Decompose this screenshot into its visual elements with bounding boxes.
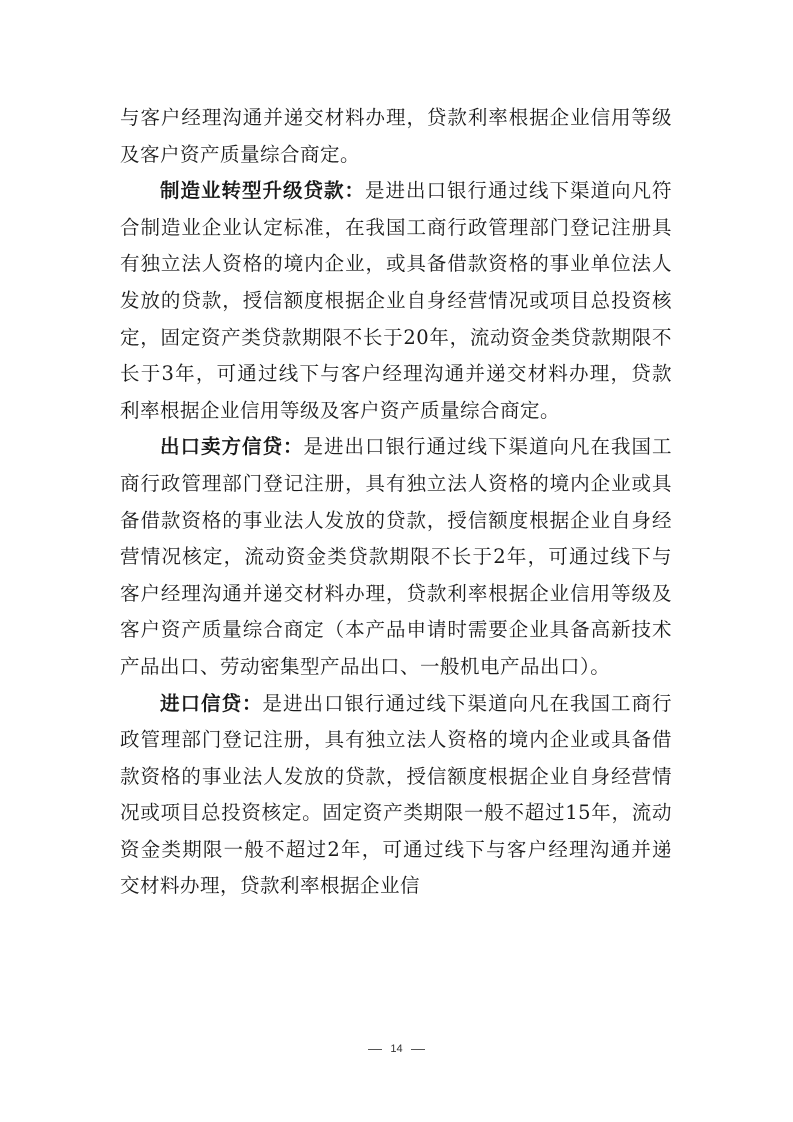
paragraph-manufacturing-loan <box>120 173 672 429</box>
paragraph-text: 与客户经理沟通并递交材料办理，贷款利率根据企业信用等级及客户资产质量综合商定。 <box>120 106 672 166</box>
page-footer <box>0 1043 793 1055</box>
term-manufacturing-loan: 制造业转型升级贷款： <box>160 179 365 203</box>
page-number: 14 <box>390 1043 403 1055</box>
footer-dash-right <box>411 1049 425 1050</box>
paragraph-export-seller-credit <box>120 429 672 685</box>
paragraph-text: 是进出口银行通过线下渠道向凡符合制造业企业认定标准，在我国工商行政管理部门登记注册具有独立法人资格的境内企业，或具备借款资格的事业单位法人发放的贷款，授信额度根据企业自身经营情况或项目总投资核定，固定资产类贷款期限不长于20年，流动资金类贷款期限不长于3年，可通过线下与客户经理沟通并递交材料办理，贷款利率根据企业信用等级及客户资产质量综合商定。 <box>120 179 672 422</box>
paragraph-import-credit <box>120 686 672 906</box>
paragraph-text: 是进出口银行通过线下渠道向凡在我国工商行政管理部门登记注册，具有独立法人资格的境内企业或具备借款资格的事业法人发放的贷款，授信额度根据企业自身经营情况或项目总投资核定。固定资产类期限一般不超过15年，流动资金类期限一般不超过2年，可通过线下与客户经理沟通并递交材料办理，贷款利率根据企业信 <box>120 691 672 898</box>
term-import-credit: 进口信贷： <box>160 691 263 715</box>
paragraph-continuation <box>120 100 672 173</box>
body-text <box>120 100 672 905</box>
paragraph-text: 是进出口银行通过线下渠道向凡在我国工商行政管理部门登记注册，具有独立法人资格的境内企业或具备借款资格的事业法人发放的贷款，授信额度根据企业自身经营情况核定，流动资金类贷款期限不长于2年，可通过线下与客户经理沟通并递交材料办理，贷款利率根据企业信用等级及客户资产质量综合商定（本产品申请时需要企业具备高新技术产品出口、劳动密集型产品出口、一般机电产品出口）。 <box>120 435 672 678</box>
footer-dash-left <box>368 1049 382 1050</box>
term-export-seller-credit: 出口卖方信贷： <box>160 435 304 459</box>
